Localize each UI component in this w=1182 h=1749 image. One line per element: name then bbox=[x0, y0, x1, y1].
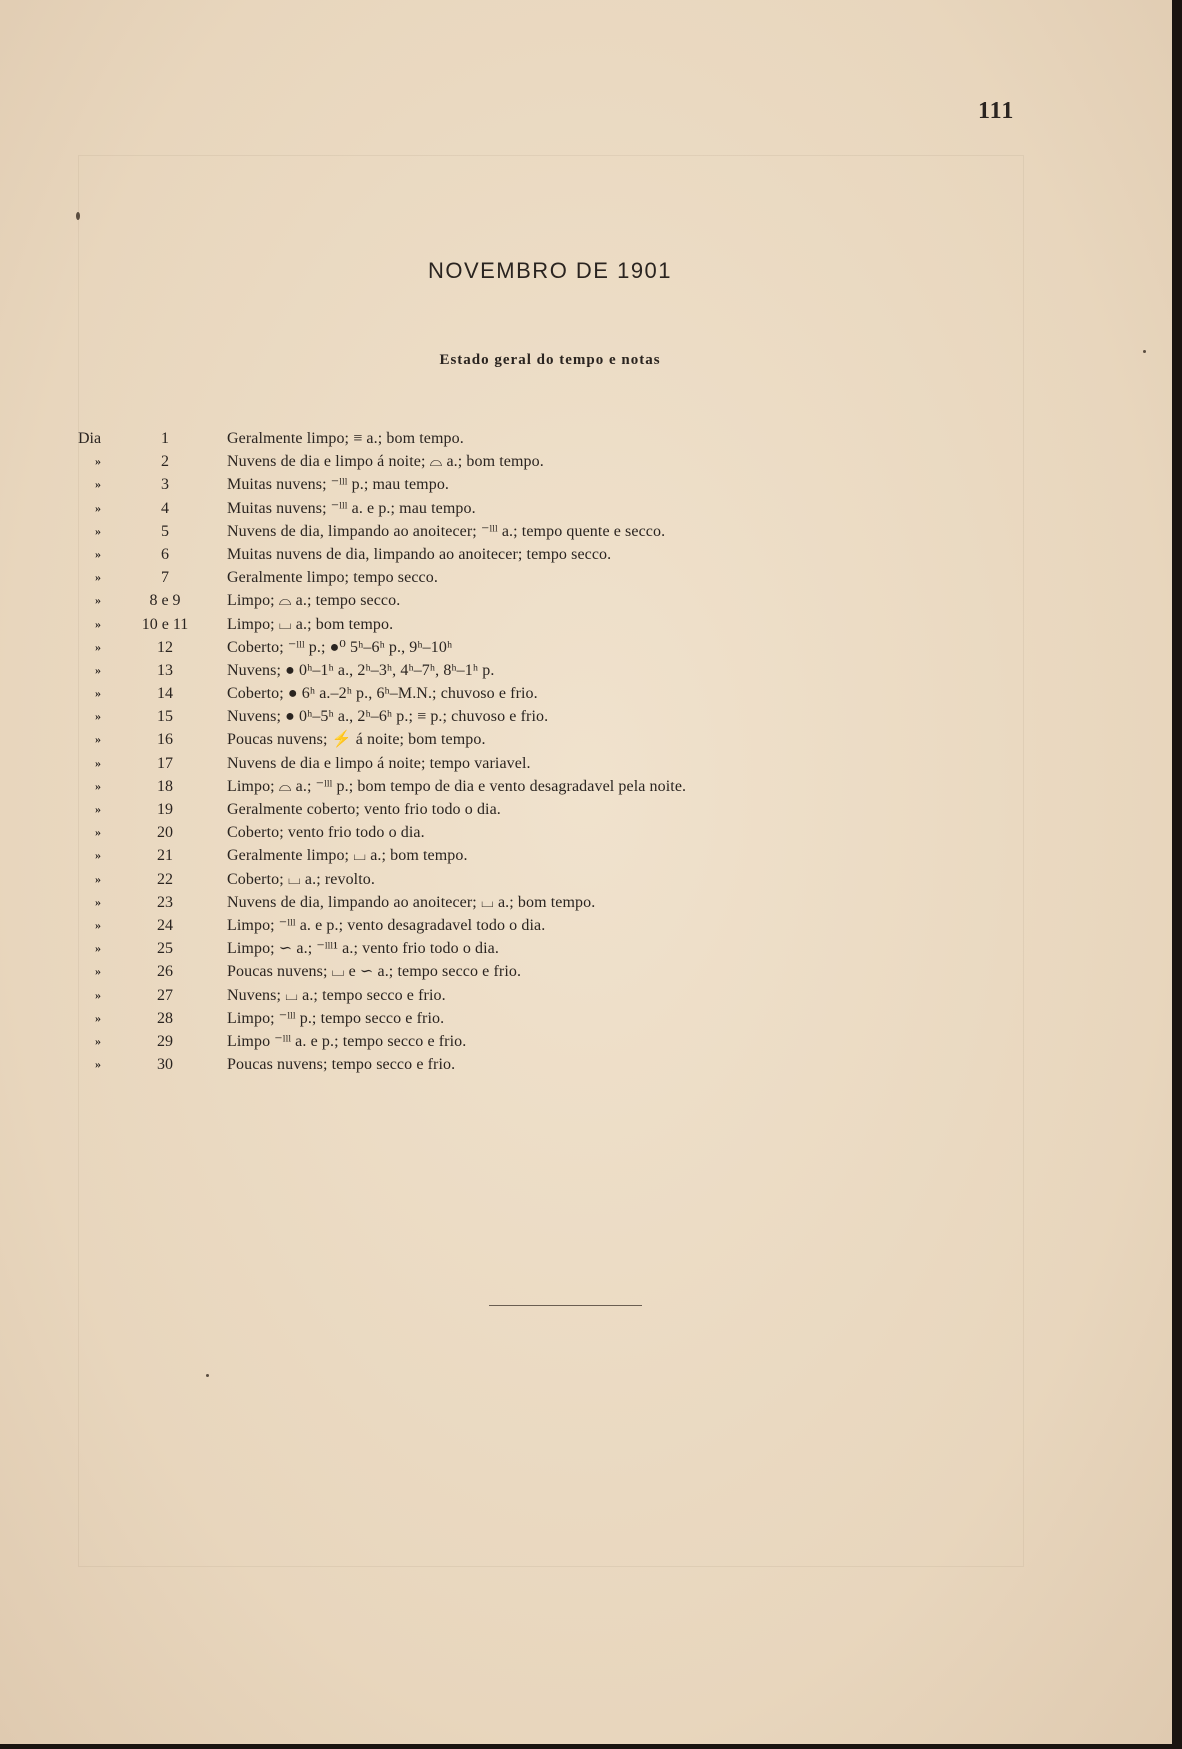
ditto-mark: » bbox=[95, 593, 101, 608]
weather-note: Nuvens de dia, limpando ao anoitecer; ⌴ a.; bom tempo. bbox=[227, 893, 596, 911]
weather-note: Nuvens; ● 0ʰ–5ʰ a., 2ʰ–6ʰ p.; ≡ p.; chuvoso e frio. bbox=[227, 708, 549, 726]
ditto-mark: » bbox=[95, 1057, 101, 1072]
day-number: 2 bbox=[161, 453, 169, 471]
day-number: 24 bbox=[157, 916, 173, 934]
weather-note: Nuvens; ⌴ a.; tempo secco e frio. bbox=[227, 986, 446, 1004]
ditto-mark: » bbox=[95, 871, 101, 886]
weather-note: Geralmente limpo; ⌴ a.; bom tempo. bbox=[227, 847, 468, 865]
day-number: 25 bbox=[157, 940, 173, 958]
table-row bbox=[0, 914, 1172, 937]
day-number: 5 bbox=[161, 522, 169, 540]
ditto-mark: » bbox=[95, 802, 101, 816]
ditto-mark: » bbox=[95, 523, 101, 538]
table-row bbox=[0, 775, 1172, 798]
day-number: 28 bbox=[157, 1009, 173, 1027]
weather-note: Poucas nuvens; ⚡ á noite; bom tempo. bbox=[227, 731, 486, 749]
day-number: 15 bbox=[157, 708, 173, 726]
ditto-mark: » bbox=[95, 639, 101, 654]
day-number: 19 bbox=[157, 801, 173, 818]
day-label: Dia bbox=[78, 430, 102, 447]
weather-note: Coberto; ● 6ʰ a.–2ʰ p., 6ʰ–M.N.; chuvoso e frio. bbox=[227, 685, 538, 703]
day-number: 6 bbox=[161, 545, 169, 563]
day-number: 23 bbox=[157, 893, 173, 911]
table-row bbox=[0, 1007, 1172, 1030]
day-number: 22 bbox=[157, 870, 173, 888]
ink-speck bbox=[206, 1374, 209, 1377]
ditto-mark: » bbox=[95, 964, 101, 979]
ditto-mark: » bbox=[95, 941, 101, 956]
weather-note: Geralmente limpo; ≡ a.; bom tempo. bbox=[227, 430, 464, 447]
weather-note: Limpo; ∽ a.; ⁻ˡˡˡ¹ a.; vento frio todo o dia. bbox=[227, 940, 499, 958]
weather-notes-list bbox=[0, 427, 1172, 1076]
table-row bbox=[0, 844, 1172, 867]
day-number: 29 bbox=[157, 1032, 173, 1050]
ditto-mark: » bbox=[95, 894, 101, 909]
ditto-mark: » bbox=[95, 709, 101, 724]
day-number: 8 e 9 bbox=[149, 592, 181, 610]
day-number: 3 bbox=[161, 476, 169, 494]
table-row bbox=[0, 868, 1172, 891]
day-number: 16 bbox=[157, 731, 173, 749]
weather-note: Muitas nuvens; ⁻ˡˡˡ p.; mau tempo. bbox=[227, 476, 450, 494]
weather-note: Coberto; vento frio todo o dia. bbox=[227, 824, 425, 842]
table-row bbox=[0, 566, 1172, 589]
day-number: 12 bbox=[157, 638, 173, 656]
day-number: 30 bbox=[157, 1056, 173, 1074]
ditto-mark: » bbox=[95, 778, 101, 793]
day-number: 10 e 11 bbox=[141, 615, 189, 633]
table-row bbox=[0, 520, 1172, 543]
day-number: 26 bbox=[157, 963, 173, 981]
table-row bbox=[0, 984, 1172, 1007]
table-row bbox=[0, 450, 1172, 473]
weather-note: Nuvens de dia e limpo á noite; tempo variavel. bbox=[227, 754, 531, 772]
day-number: 21 bbox=[157, 847, 173, 865]
table-row bbox=[0, 798, 1172, 821]
day-number: 17 bbox=[157, 754, 173, 772]
weather-note: Limpo; ⁻ˡˡˡ a. e p.; vento desagradavel todo o dia. bbox=[227, 916, 546, 934]
table-row bbox=[0, 728, 1172, 751]
ditto-mark: » bbox=[95, 1010, 101, 1025]
ditto-mark: » bbox=[95, 732, 101, 747]
table-row bbox=[0, 752, 1172, 775]
weather-note: Limpo; ⌴ a.; bom tempo. bbox=[227, 615, 394, 633]
table-row bbox=[0, 636, 1172, 659]
ditto-mark: » bbox=[95, 987, 101, 1002]
table-row bbox=[0, 613, 1172, 636]
day-number: 14 bbox=[157, 685, 173, 703]
table-row bbox=[0, 891, 1172, 914]
table-row bbox=[0, 1030, 1172, 1053]
weather-note: Nuvens de dia, limpando ao anoitecer; ⁻ˡˡˡ a.; tempo quente e secco. bbox=[227, 522, 666, 540]
ditto-mark: » bbox=[95, 662, 101, 677]
weather-note: Geralmente coberto; vento frio todo o dia. bbox=[227, 801, 501, 818]
ditto-mark: » bbox=[95, 917, 101, 932]
day-number: 4 bbox=[161, 499, 169, 517]
weather-note: Limpo; ⌓ a.; ⁻ˡˡˡ p.; bom tempo de dia e vento desagradavel pela noite. bbox=[227, 777, 687, 795]
page-title: NOVEMBRO DE 1901 bbox=[427, 258, 673, 283]
ditto-mark: » bbox=[95, 848, 101, 863]
table-row bbox=[0, 659, 1172, 682]
day-number: 1 bbox=[161, 430, 169, 447]
ink-speck bbox=[76, 212, 80, 220]
weather-note: Coberto; ⌴ a.; revolto. bbox=[227, 870, 375, 888]
weather-note: Geralmente limpo; tempo secco. bbox=[227, 569, 438, 587]
ink-speck bbox=[1143, 350, 1146, 353]
ditto-mark: » bbox=[95, 454, 101, 469]
table-row bbox=[0, 960, 1172, 983]
table-row bbox=[0, 821, 1172, 844]
day-number: 20 bbox=[157, 824, 173, 842]
day-number: 7 bbox=[161, 569, 169, 587]
ditto-mark: » bbox=[95, 616, 101, 631]
weather-note: Poucas nuvens; tempo secco e frio. bbox=[227, 1056, 456, 1074]
ditto-mark: » bbox=[95, 570, 101, 585]
weather-note: Limpo; ⁻ˡˡˡ p.; tempo secco e frio. bbox=[227, 1009, 445, 1027]
closing-rule bbox=[489, 1305, 642, 1306]
table-row bbox=[0, 589, 1172, 612]
weather-note: Coberto; ⁻ˡˡˡ p.; ●⁰ 5ʰ–6ʰ p., 9ʰ–10ʰ bbox=[227, 638, 453, 656]
table-row bbox=[0, 937, 1172, 960]
ditto-mark: » bbox=[95, 477, 101, 492]
ditto-mark: » bbox=[95, 546, 101, 561]
weather-note: Muitas nuvens; ⁻ˡˡˡ a. e p.; mau tempo. bbox=[227, 499, 476, 517]
weather-note: Poucas nuvens; ⌴ e ∽ a.; tempo secco e frio. bbox=[227, 963, 522, 981]
ditto-mark: » bbox=[95, 1033, 101, 1048]
day-number: 18 bbox=[157, 777, 173, 795]
weather-note: Limpo; ⌓ a.; tempo secco. bbox=[227, 592, 401, 610]
weather-note: Muitas nuvens de dia, limpando ao anoitecer; tempo secco. bbox=[227, 545, 612, 563]
table-row bbox=[0, 682, 1172, 705]
day-number: 27 bbox=[157, 986, 173, 1004]
table-row bbox=[0, 1053, 1172, 1076]
table-row bbox=[0, 497, 1172, 520]
ditto-mark: » bbox=[95, 755, 101, 770]
ditto-mark: » bbox=[95, 825, 101, 840]
table-row bbox=[0, 473, 1172, 496]
ditto-mark: » bbox=[95, 686, 101, 701]
weather-note: Nuvens; ● 0ʰ–1ʰ a., 2ʰ–3ʰ, 4ʰ–7ʰ, 8ʰ–1ʰ p. bbox=[227, 661, 495, 679]
day-number: 13 bbox=[157, 661, 173, 679]
table-row bbox=[0, 427, 1172, 450]
table-row bbox=[0, 705, 1172, 728]
weather-note: Limpo ⁻ˡˡˡ a. e p.; tempo secco e frio. bbox=[227, 1032, 467, 1050]
page-number: 111 bbox=[978, 98, 1015, 124]
table-row bbox=[0, 543, 1172, 566]
ditto-mark: » bbox=[95, 500, 101, 515]
weather-note: Nuvens de dia e limpo á noite; ⌓ a.; bom tempo. bbox=[227, 453, 544, 471]
section-subtitle: Estado geral do tempo e notas bbox=[439, 352, 661, 368]
